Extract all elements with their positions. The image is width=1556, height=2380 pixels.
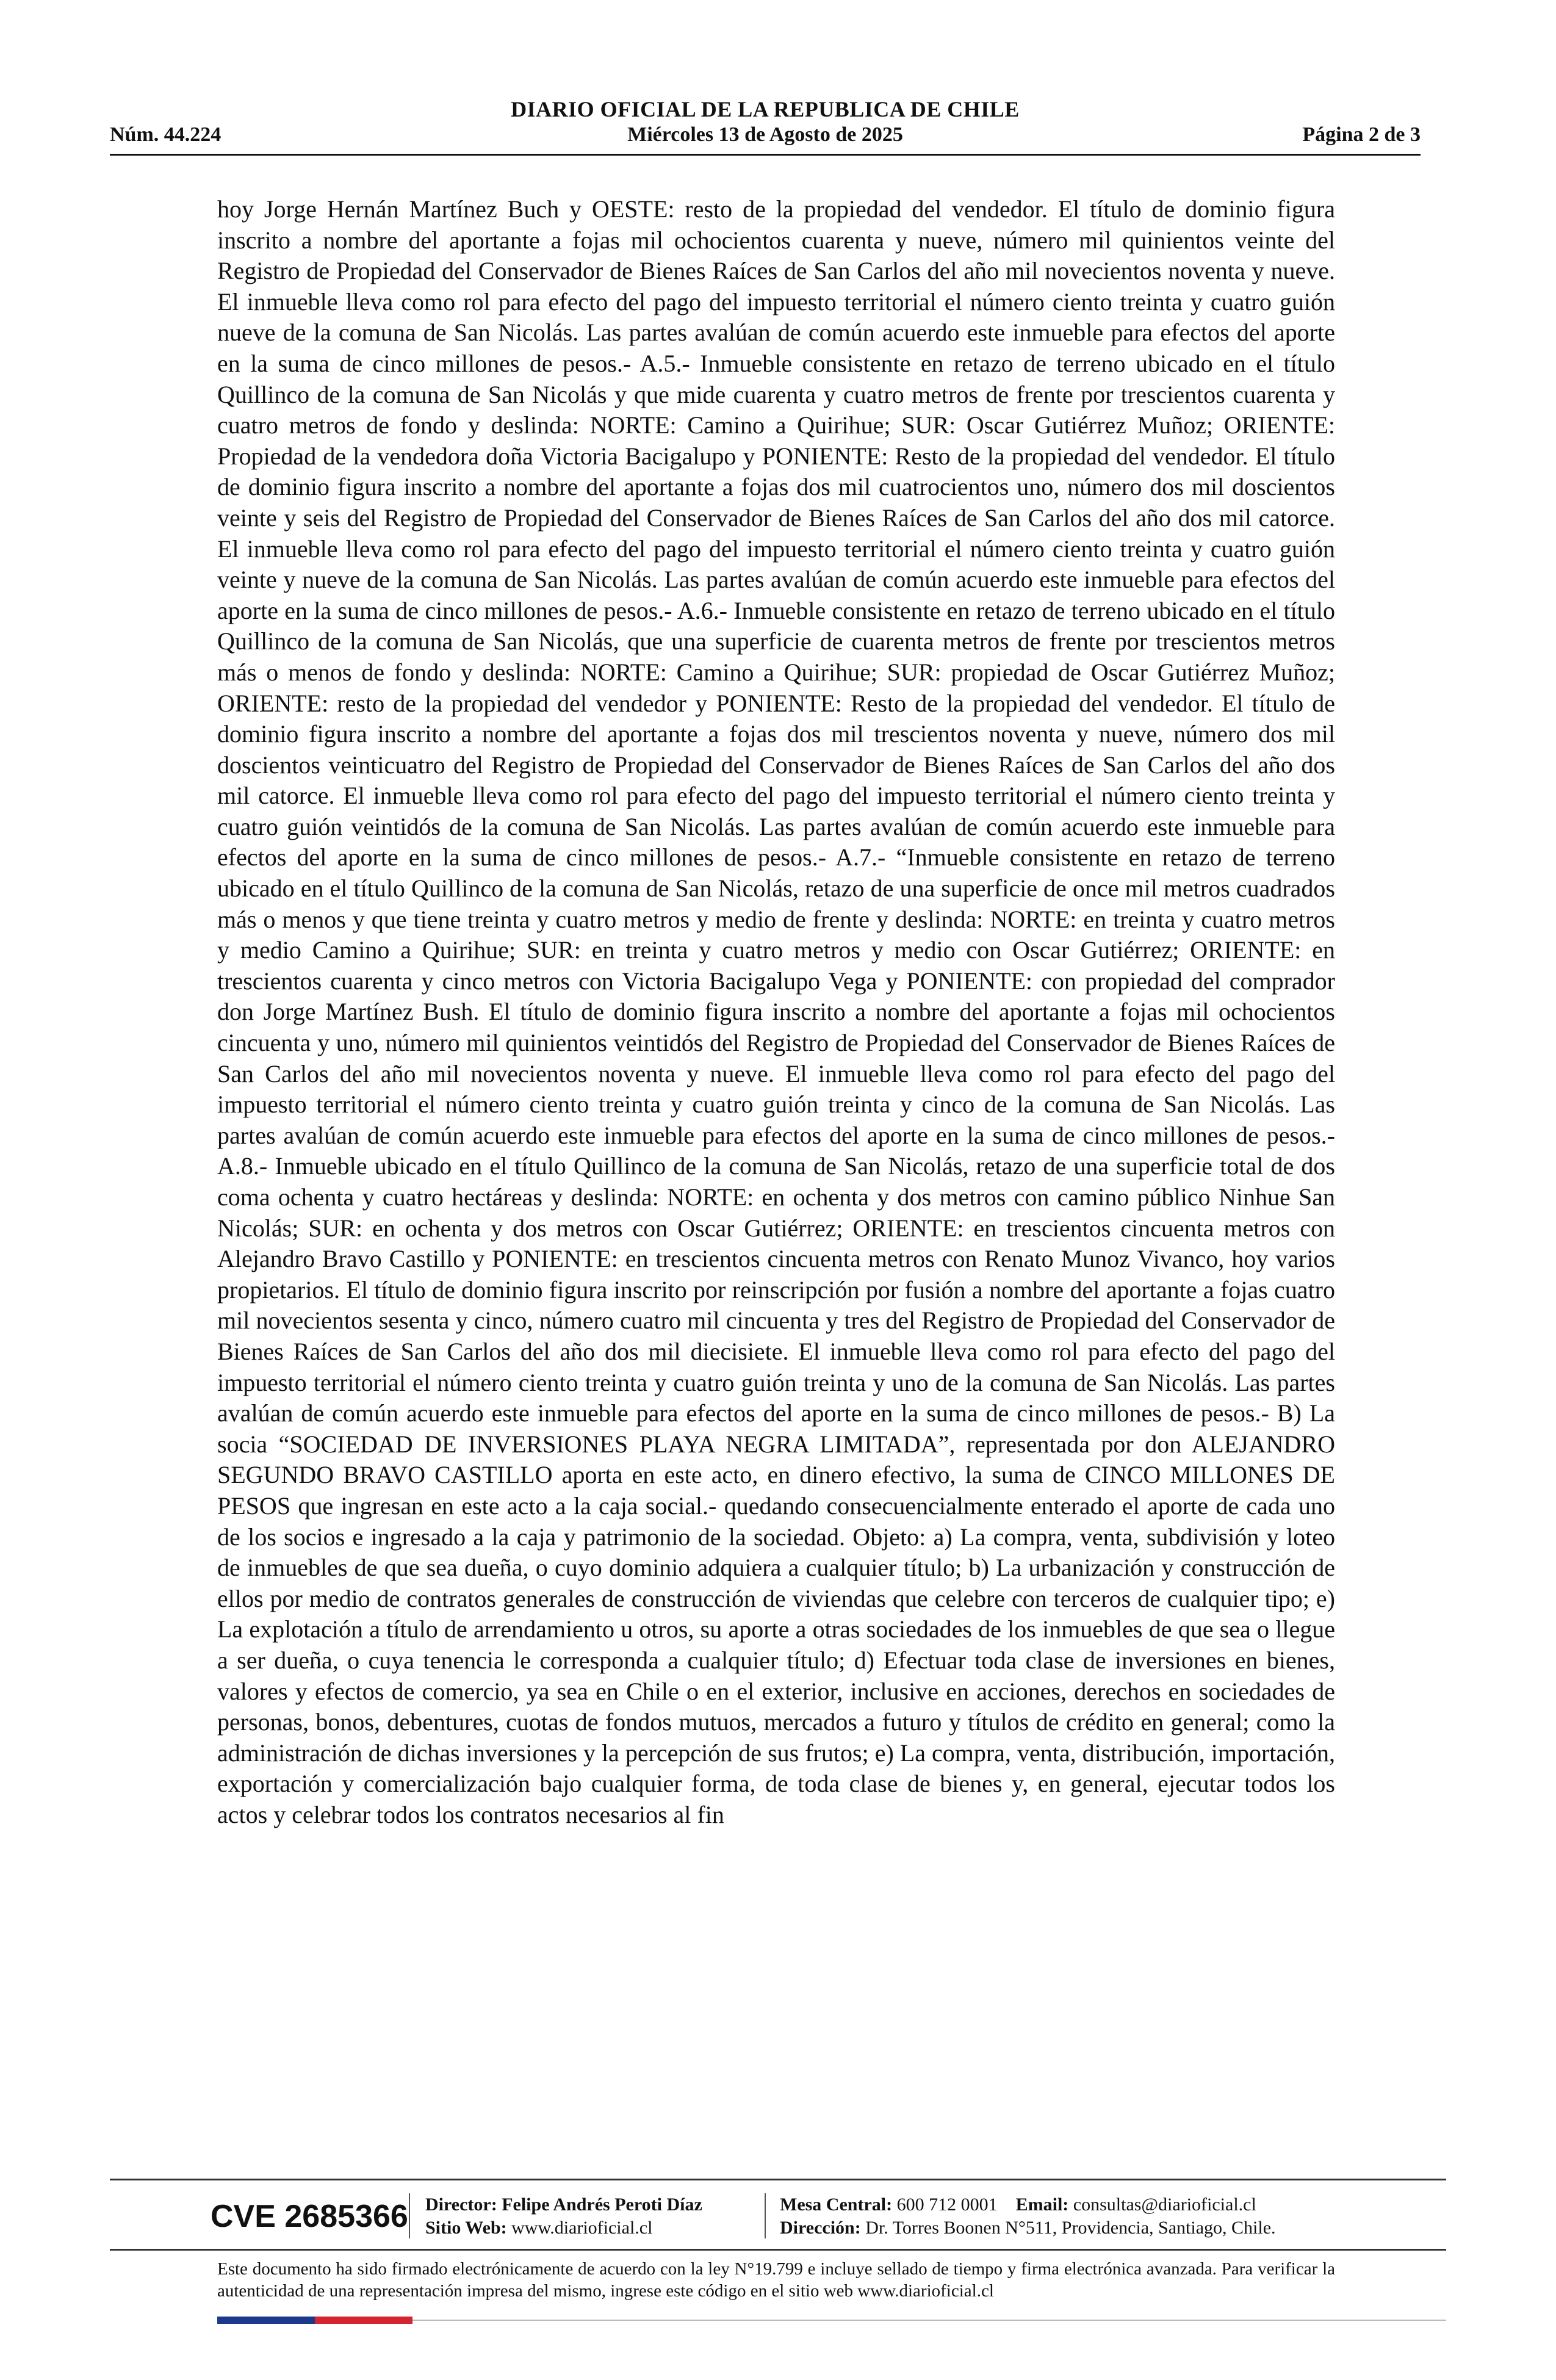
website-label: Sitio Web: (425, 2218, 507, 2238)
cve-code: CVE 2685366 (211, 2199, 408, 2234)
legal-notice: Este documento ha sido firmado electrónicamente de acuerdo con la ley N°19.799 e incluye sellado de tiempo y firma electrónica avanzada. Para verificar la autenticidad de una representación impresa del mismo, ingrese este código en el sitio web www.diarioficial.cl (217, 2259, 1335, 2301)
page-header (110, 92, 1421, 157)
footer-director-block (425, 2193, 702, 2240)
mesa-label: Mesa Central: (780, 2194, 893, 2215)
footer-divider-top (110, 2179, 1446, 2180)
page-indicator: Página 2 de 3 (1302, 123, 1421, 146)
footer-separator (409, 2193, 410, 2238)
issue-date: Miércoles 13 de Agosto de 2025 (627, 123, 903, 146)
footer-divider-bottom (110, 2249, 1446, 2251)
document-body (217, 194, 1335, 2135)
address-label: Dirección: (780, 2218, 861, 2238)
director-name: Felipe Andrés Peroti Díaz (502, 2194, 702, 2215)
header-meta-row (110, 123, 1421, 151)
footer-separator (765, 2193, 766, 2238)
address-value: Dr. Torres Boonen N°511, Providencia, Santiago, Chile. (865, 2218, 1276, 2238)
website-link[interactable]: www.diarioficial.cl (511, 2218, 653, 2238)
body-paragraph: hoy Jorge Hernán Martínez Buch y OESTE: resto de la propiedad del vendedor. El título de dominio figura inscrito a nombre del aportante a fojas mil ochocientos cuarenta y nueve, número mil quinientos veinte del Registro de Propiedad del Conservador de Bienes Raíces de San Carlos del año mil novecientos noventa y nueve. El inmueble lleva como rol para efecto del pago del impuesto territorial el número ciento treinta y cuatro guión nueve de la comuna de San Nicolás. Las partes avalúan de común acuerdo este inmueble para efectos del aporte en la suma de cinco millones de pesos.- A.5.- Inmueble consistente en retazo de terreno ubicado en el título Quillinco de la comuna de San Nicolás y que mide cuarenta y cuatro metros de frente por trescientos cuarenta y cuatro metros de fondo y deslinda: NORTE: Camino a Quirihue; SUR: Oscar Gutiérrez Muñoz; ORIENTE: Propiedad de la vendedora doña Victoria Bacigalupo y PONIENTE: Resto de la propiedad del vendedor. El título de dominio figura inscrito a nombre del aportante a fojas dos mil cuatrocientos uno, número dos mil doscientos veinte y seis del Registro de Propiedad del Conservador de Bienes Raíces de San Carlos del año dos mil catorce. El inmueble lleva como rol para efecto del pago del impuesto territorial el número ciento treinta y cuatro guión veinte y nueve de la comuna de San Nicolás. Las partes avalúan de común acuerdo este inmueble para efectos del aporte en la suma de cinco millones de pesos.- A.6.- Inmueble consistente en retazo de terreno ubicado en el título Quillinco de la comuna de San Nicolás, que una superficie de cuarenta metros de frente por trescientos metros más o menos de fondo y deslinda: NORTE: Camino a Quirihue; SUR: propiedad de Oscar Gutiérrez Muñoz; ORIENTE: resto de la propiedad del vendedor y PONIENTE: Resto de la propiedad del vendedor. El título de dominio figura inscrito a nombre del aportante a fojas dos mil trescientos noventa y nueve, número dos mil doscientos veinticuatro del Registro de Propiedad del Conservador de Bienes Raíces de San Carlos del año dos mil catorce. El inmueble lleva como rol para efecto del pago del impuesto territorial el número ciento treinta y cuatro guión veintidós de la comuna de San Nicolás. Las partes avalúan de común acuerdo este inmueble para efectos del aporte en la suma de cinco millones de pesos.- A.7.- “Inmueble consistente en retazo de terreno ubicado en el título Quillinco de la comuna de San Nicolás, retazo de una superficie de once mil metros cuadrados más o menos y que tiene treinta y cuatro metros y medio de frente y deslinda: NORTE: en treinta y cuatro metros y medio Camino a Quirihue; SUR: en treinta y cuatro metros y medio con Oscar Gutiérrez; ORIENTE: en trescientos cuarenta y cinco metros con Victoria Bacigalupo Vega y PONIENTE: con propiedad del comprador don Jorge Martínez Bush. El título de dominio figura inscrito a nombre del aportante a fojas mil ochocientos cincuenta y uno, número mil quinientos veintidós del Registro de Propiedad del Conservador de Bienes Raíces de San Carlos del año mil novecientos noventa y nueve. El inmueble lleva como rol para efecto del pago del impuesto territorial el número ciento treinta y cuatro guión treinta y cinco de la comuna de San Nicolás. Las partes avalúan de común acuerdo este inmueble para efectos del aporte en la suma de cinco millones de pesos.-A.8.- Inmueble ubicado en el título Quillinco de la comuna de San Nicolás, retazo de una superficie total de dos coma ochenta y cuatro hectáreas y deslinda: NORTE: en ochenta y dos metros con camino público Ninhue San Nicolás; SUR: en ochenta y dos metros con Oscar Gutiérrez; ORIENTE: en trescientos cincuenta metros con Alejandro Bravo Castillo y PONIENTE: en trescientos cincuenta metros con Renato Munoz Vivanco, hoy varios propietarios. El título de dominio figura inscrito por reinscripción por fusión a nombre del aportante a fojas cuatro mil novecientos sesenta y cinco, número cuatro mil cincuenta y tres del Registro de Propiedad del Conservador de Bienes Raíces de San Carlos del año dos mil diecisiete. El inmueble lleva como rol para efecto del pago del impuesto territorial el número ciento treinta y cuatro guión treinta y uno de la comuna de San Nicolás. Las partes avalúan de común acuerdo este inmueble para efectos del aporte en la suma de cinco millones de pesos.- B) La socia “SOCIEDAD DE INVERSIONES PLAYA NEGRA LIMITADA”, representada por don ALEJANDRO SEGUNDO BRAVO CASTILLO aporta en este acto, en dinero efectivo, la suma de CINCO MILLONES DE PESOS que ingresan en este acto a la caja social.- quedando consecuencialmente enterado el aporte de cada uno de los socios e ingresado a la caja y patrimonio de la sociedad. Objeto: a) La compra, venta, subdivisión y loteo de inmuebles de que sea dueña, o cuyo dominio adquiera a cualquier título; b) La urbanización y construcción de ellos por medio de contratos generales de construcción de viviendas que celebre con terceros de cualquier tipo; e) La explotación a título de arrendamiento u otros, su aporte a otras sociedades de los inmuebles de que sea o llegue a ser dueña, o cuya tenencia le corresponda a cualquier título; d) Efectuar toda clase de inversiones en bienes, valores y efectos de comercio, ya sea en Chile o en el exterior, inclusive en acciones, derechos en sociedades de personas, bonos, debentures, cuotas de fondos mutuos, mercados a futuro y títulos de crédito en general; como la administración de dichas inversiones y la percepción de sus frutos; e) La compra, venta, distribución, importación, exportación y comercialización bajo cualquier forma, de toda clase de bienes y, en general, ejecutar todos los actos y celebrar todos los contratos necesarios al fin (217, 195, 1335, 1828)
director-label: Director: (425, 2194, 497, 2215)
bottom-divider (412, 2320, 1446, 2321)
email-link[interactable]: consultas@diarioficial.cl (1073, 2194, 1256, 2215)
email-label: Email: (1015, 2194, 1069, 2215)
footer-contact-block (780, 2193, 1276, 2240)
flag-stripe-red (315, 2317, 412, 2324)
footer-info (110, 2190, 1446, 2242)
flag-stripe-blue (217, 2317, 315, 2324)
header-divider (110, 154, 1421, 156)
issue-number: Núm. 44.224 (110, 123, 222, 146)
newspaper-title: DIARIO OFICIAL DE LA REPUBLICA DE CHILE (511, 97, 1020, 121)
mesa-phone: 600 712 0001 (896, 2194, 998, 2215)
